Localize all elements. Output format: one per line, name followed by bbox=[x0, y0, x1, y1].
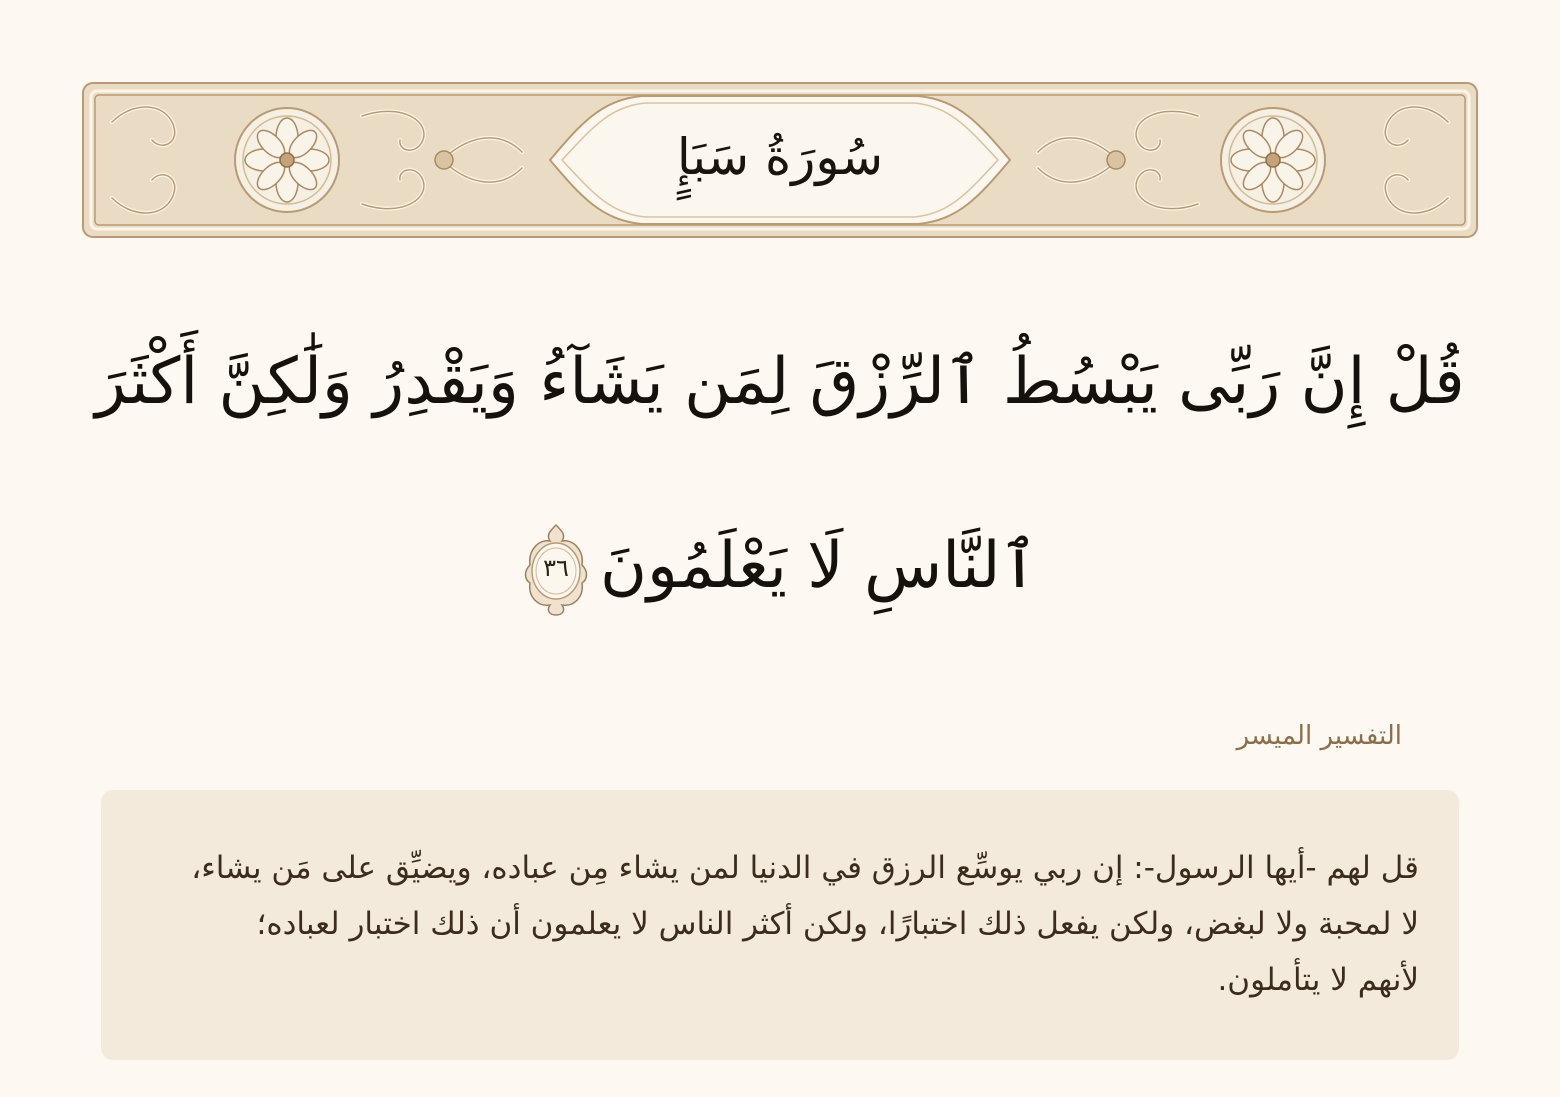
tafsir-title: التفسير الميسر bbox=[1236, 721, 1402, 751]
tafsir-box bbox=[101, 790, 1459, 1060]
ayah-number-marker bbox=[522, 521, 590, 617]
ayah-number: ٣٦ bbox=[543, 554, 569, 583]
verse-line-1: قُلْ إِنَّ رَبِّى يَبْسُطُ ٱلرِّزْقَ لِمَن يَشَآءُ وَيَقْدِرُ وَلَٰكِنَّ أَكْثَرَ bbox=[95, 345, 1465, 419]
verse-line-2 bbox=[90, 502, 1470, 630]
surah-title: سُورَةُ سَبَإٍ bbox=[676, 128, 884, 186]
verse-line-2-text: ٱلنَّاسِ لَا يَعْلَمُونَ bbox=[599, 529, 1039, 603]
tafsir-text: قل لهم -أيها الرسول-: إن ربي يوسِّع الرزق في الدنيا لمن يشاء مِن عباده، ويضيِّق على مَن يشاء، لا لمحبة ولا لبغض، ولكن يفعل ذلك اختبارًا، ولكن أكثر الناس لا يعلمون أن ذلك اختبار لعباده؛ لأنهم لا يتأملون. bbox=[191, 850, 1419, 998]
surah-banner bbox=[82, 82, 1478, 238]
